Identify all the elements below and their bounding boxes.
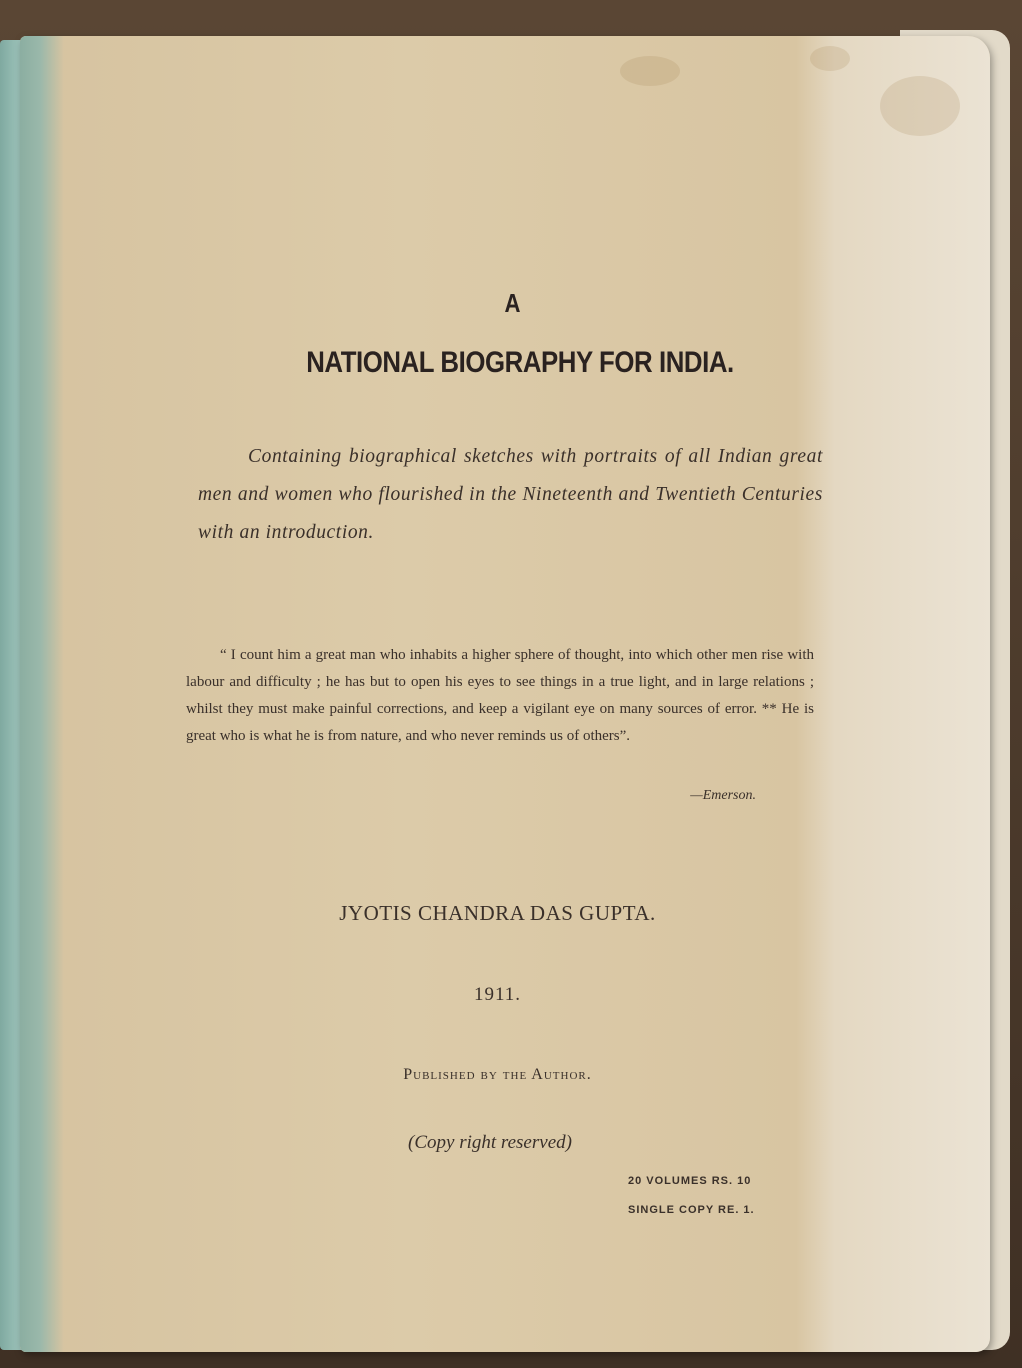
page-content (20, 36, 990, 1352)
epigraph-quote: “ I count him a great man who inhabits a higher sphere of thought, into which other men rise with labour and difficulty ; he has but to open his eyes to see things in a true light, and in large relations ; whilst they must make painful corrections, and keep a vigilant eye on many sources of error. ** He is great who is what he is from nature, and who never reminds us of others”. (186, 647, 814, 744)
quote-attribution: —Emerson. (690, 788, 756, 803)
publisher-line: Published by the Author. (403, 1066, 592, 1083)
copyright-notice: (Copy right reserved) (408, 1132, 572, 1153)
title-article: A (504, 288, 521, 318)
subtitle: Containing biographical sketches with portraits of all Indian great men and women who flourished in the Nineteenth and Twentieth Centuries with an introduction. (198, 446, 823, 543)
publication-year: 1911. (473, 984, 522, 1005)
title-page (20, 36, 990, 1352)
price-volumes: 20 VOLUMES RS. 10 (628, 1175, 752, 1187)
author-name: JYOTIS CHANDRA DAS GUPTA. (339, 901, 656, 925)
page-title: NATIONAL BIOGRAPHY FOR INDIA. (306, 346, 734, 379)
price-single-copy: SINGLE COPY RE. 1. (628, 1204, 755, 1216)
